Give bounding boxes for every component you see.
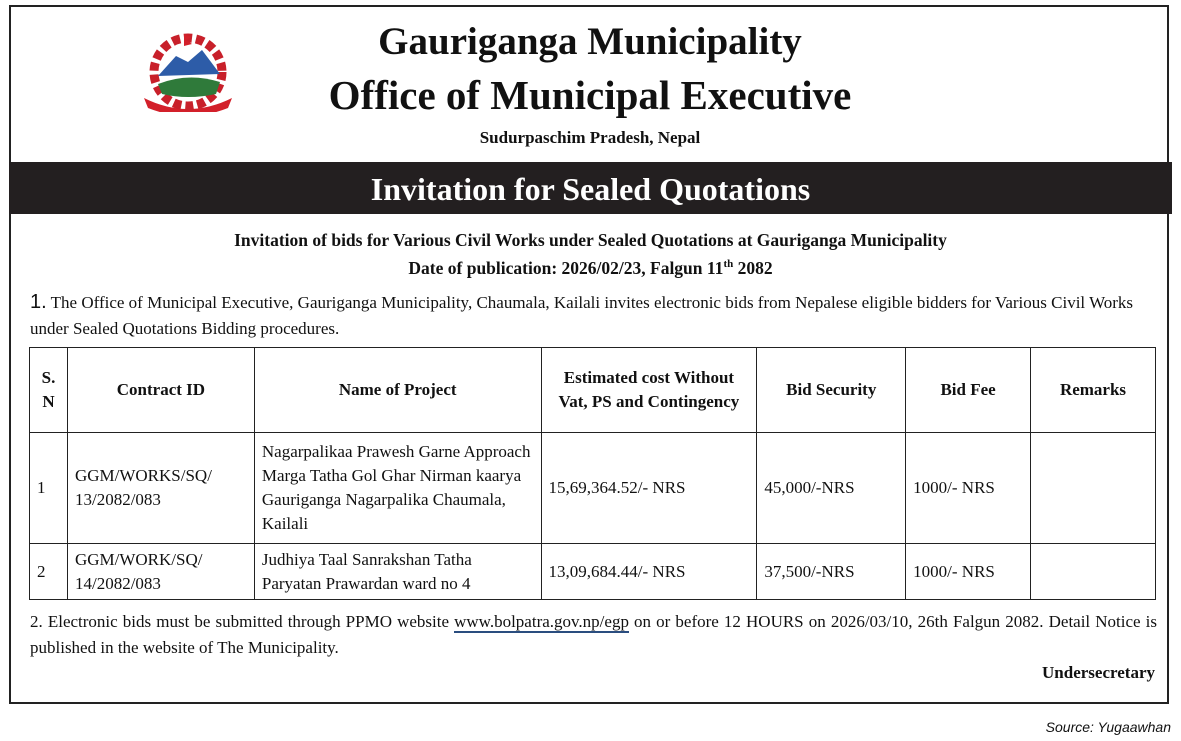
table-header-row <box>30 348 1156 433</box>
col-sn: S. N <box>30 348 68 433</box>
signature: Undersecretary <box>1042 663 1155 682</box>
cell-fee: 1000/- NRS <box>906 433 1031 544</box>
cell-remarks <box>1031 544 1156 600</box>
table-row <box>30 433 1156 544</box>
col-estimated-cost: Estimated cost Without Vat, PS and Contingency <box>541 348 757 433</box>
cell-sn: 1 <box>30 433 68 544</box>
cell-security: 37,500/-NRS <box>757 544 906 600</box>
col-bid-security: Bid Security <box>757 348 906 433</box>
cell-project: Nagarpalikaa Prawesh Garne Approach Marga Tatha Gol Ghar Nirman kaarya Gauriganga Nagarpalika Chaumala, Kailali <box>254 433 541 544</box>
cell-contract-id: GGM/WORK/SQ/ 14/2082/083 <box>67 544 254 600</box>
table-row <box>30 544 1156 600</box>
cell-cost: 15,69,364.52/- NRS <box>541 433 757 544</box>
cell-security: 45,000/-NRS <box>757 433 906 544</box>
date-sup: th <box>723 258 734 271</box>
subheading: Invitation of bids for Various Civil Works under Sealed Quotations at Gauriganga Municipality <box>234 230 947 250</box>
cell-remarks <box>1031 433 1156 544</box>
para2-text: 2. Electronic bids must be submitted through PPMO website <box>30 612 455 631</box>
para2-text-end: on or before 12 HOURS on 2026/03/10, 26th Falgun 2082. Detail Notice is published in the website of The Municipality. <box>30 612 1158 657</box>
bolpatra-link[interactable]: www.bolpatra.gov.np/egp <box>454 612 629 631</box>
publication-date <box>0 258 1181 279</box>
office-title: Office of Municipal Executive <box>328 72 852 118</box>
source-credit: Source: Yugaawhan <box>1045 719 1171 735</box>
nepal-emblem-icon <box>136 28 240 112</box>
col-contract-id: Contract ID <box>67 348 254 433</box>
location: Sudurpaschim Pradesh, Nepal <box>479 128 701 147</box>
paragraph-2 <box>30 609 1157 661</box>
para-text: The Office of Municipal Executive, Gauriganga Municipality, Chaumala, Kailali invites electronic bids from Nepalese eligible bidders for Various Civil Works under Sealed Quotations Bidding procedures. <box>30 293 1134 338</box>
para-number: 1. <box>30 291 47 313</box>
cell-project: Judhiya Taal Sanrakshan Tatha Paryatan Prawardan ward no 4 <box>254 544 541 600</box>
date-year: 2082 <box>733 258 773 278</box>
cell-sn: 2 <box>30 544 68 600</box>
col-bid-fee: Bid Fee <box>906 348 1031 433</box>
cell-contract-id: GGM/WORKS/SQ/ 13/2082/083 <box>67 433 254 544</box>
col-remarks: Remarks <box>1031 348 1156 433</box>
cell-fee: 1000/- NRS <box>906 544 1031 600</box>
notice-banner: Invitation for Sealed Quotations <box>9 162 1172 214</box>
paragraph-1 <box>30 289 1165 342</box>
bid-table <box>29 347 1156 600</box>
cell-cost: 13,09,684.44/- NRS <box>541 544 757 600</box>
date-text: Date of publication: 2026/02/23, Falgun 11 <box>408 258 724 278</box>
municipality-title: Gauriganga Municipality <box>378 20 802 63</box>
col-project: Name of Project <box>254 348 541 433</box>
